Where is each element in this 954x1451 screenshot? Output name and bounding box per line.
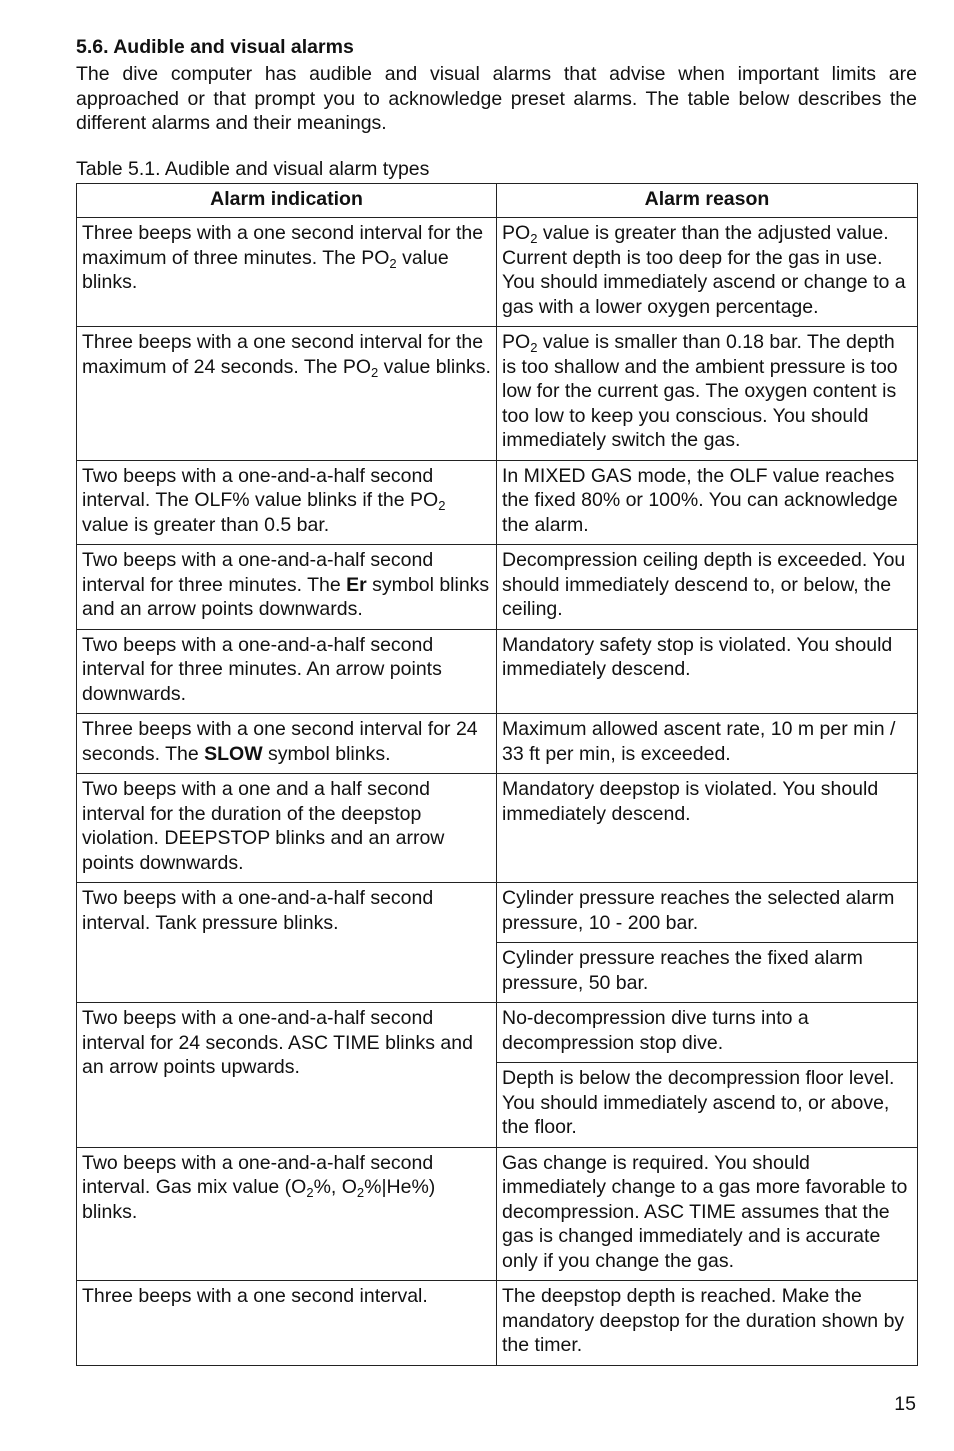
- header-alarm-indication: Alarm indication: [77, 183, 497, 218]
- alarm-reason-cell: No-decompression dive turns into a decompression stop dive.: [497, 1003, 918, 1063]
- alarm-types-table: [76, 183, 918, 1366]
- alarm-reason-cell: Gas change is required. You should immediately change to a gas more favorable to decompression. ASC TIME assumes that the gas is changed immediately and is accurate only if you change the gas.: [497, 1147, 918, 1281]
- alarm-indication-cell: Two beeps with a one-and-a-half second interval for 24 seconds. ASC TIME blinks and an arrow points upwards.: [77, 1003, 497, 1148]
- table-row: [77, 327, 918, 461]
- alarm-indication-cell: Two beeps with a one-and-a-half second interval. Gas mix value ($O_2\%$, $O_2\%|He\%$) blinks.: [77, 1147, 497, 1281]
- section-heading: 5.6. Audible and visual alarms: [76, 36, 354, 58]
- alarm-indication-cell: Two beeps with a one-and-a-half second interval for three minutes. The Er symbol blinks and an arrow points downwards.: [77, 545, 497, 630]
- alarm-reason-cell: Depth is below the decompression floor level. You should immediately ascend to, or above, the floor.: [497, 1063, 918, 1148]
- header-alarm-reason: Alarm reason: [497, 183, 918, 218]
- alarm-reason-cell: The deepstop depth is reached. Make the mandatory deepstop for the duration shown by the timer.: [497, 1281, 918, 1366]
- table-row: [77, 714, 918, 774]
- alarm-reason-cell: Cylinder pressure reaches the fixed alarm pressure, 50 bar.: [497, 943, 918, 1003]
- alarm-indication-cell: Three beeps with a one second interval for the maximum of three minutes. The $PO_2$ value blinks.: [77, 218, 497, 327]
- table-row: [77, 460, 918, 545]
- alarm-reason-cell: $PO_2$ value is smaller than 0.18 bar. The depth is too shallow and the ambient pressure is too low for the current gas. The oxygen content is too low to keep you conscious. You should immediately switch the gas.: [497, 327, 918, 461]
- table-caption: Table 5.1. Audible and visual alarm types: [76, 157, 430, 180]
- table-row: [77, 1003, 918, 1063]
- alarm-reason-cell: In MIXED GAS mode, the OLF value reaches the fixed 80% or 100%. You can acknowledge the alarm.: [497, 460, 918, 545]
- table-row: [77, 883, 918, 943]
- page-content: [76, 34, 917, 1366]
- table-header-row: [77, 183, 918, 218]
- alarm-indication-cell: Two beeps with a one-and-a-half second interval. The OLF% value blinks if the $PO_2$ value is greater than 0.5 bar.: [77, 460, 497, 545]
- alarm-indication-cell: Two beeps with a one-and-a-half second interval for three minutes. An arrow points downwards.: [77, 629, 497, 714]
- table-row: [77, 629, 918, 714]
- alarm-indication-cell: Three beeps with a one second interval for 24 seconds. The SLOW symbol blinks.: [77, 714, 497, 774]
- alarm-reason-cell: Mandatory deepstop is violated. You should immediately descend.: [497, 774, 918, 883]
- table-row: [77, 218, 918, 327]
- table-row: [77, 1281, 918, 1366]
- intro-paragraph: The dive computer has audible and visual alarms that advise when important limits are approached or that prompt you to acknowledge preset alarms. The table below describes the different alarms and their meanings.: [76, 63, 917, 134]
- alarm-reason-cell: Mandatory safety stop is violated. You should immediately descend.: [497, 629, 918, 714]
- table-body: [77, 218, 918, 1366]
- alarm-reason-cell: Cylinder pressure reaches the selected alarm pressure, 10 - 200 bar.: [497, 883, 918, 943]
- table-row: [77, 1147, 918, 1281]
- alarm-reason-cell: $PO_2$ value is greater than the adjusted value. Current depth is too deep for the gas in use. You should immediately ascend or change to a gas with a lower oxygen percentage.: [497, 218, 918, 327]
- alarm-indication-cell: Three beeps with a one second interval.: [77, 1281, 497, 1366]
- alarm-indication-cell: Two beeps with a one-and-a-half second interval. Tank pressure blinks.: [77, 883, 497, 1003]
- alarm-reason-cell: Decompression ceiling depth is exceeded. You should immediately descend to, or below, the ceiling.: [497, 545, 918, 630]
- alarm-indication-cell: Three beeps with a one second interval for the maximum of 24 seconds. The $PO_2$ value blinks.: [77, 327, 497, 461]
- page-number: 15: [894, 1393, 916, 1415]
- table-row: [77, 545, 918, 630]
- table-row: [77, 774, 918, 883]
- alarm-indication-cell: Two beeps with a one and a half second interval for the duration of the deepstop violation. DEEPSTOP blinks and an arrow points downwards.: [77, 774, 497, 883]
- alarm-reason-cell: Maximum allowed ascent rate, 10 m per min / 33 ft per min, is exceeded.: [497, 714, 918, 774]
